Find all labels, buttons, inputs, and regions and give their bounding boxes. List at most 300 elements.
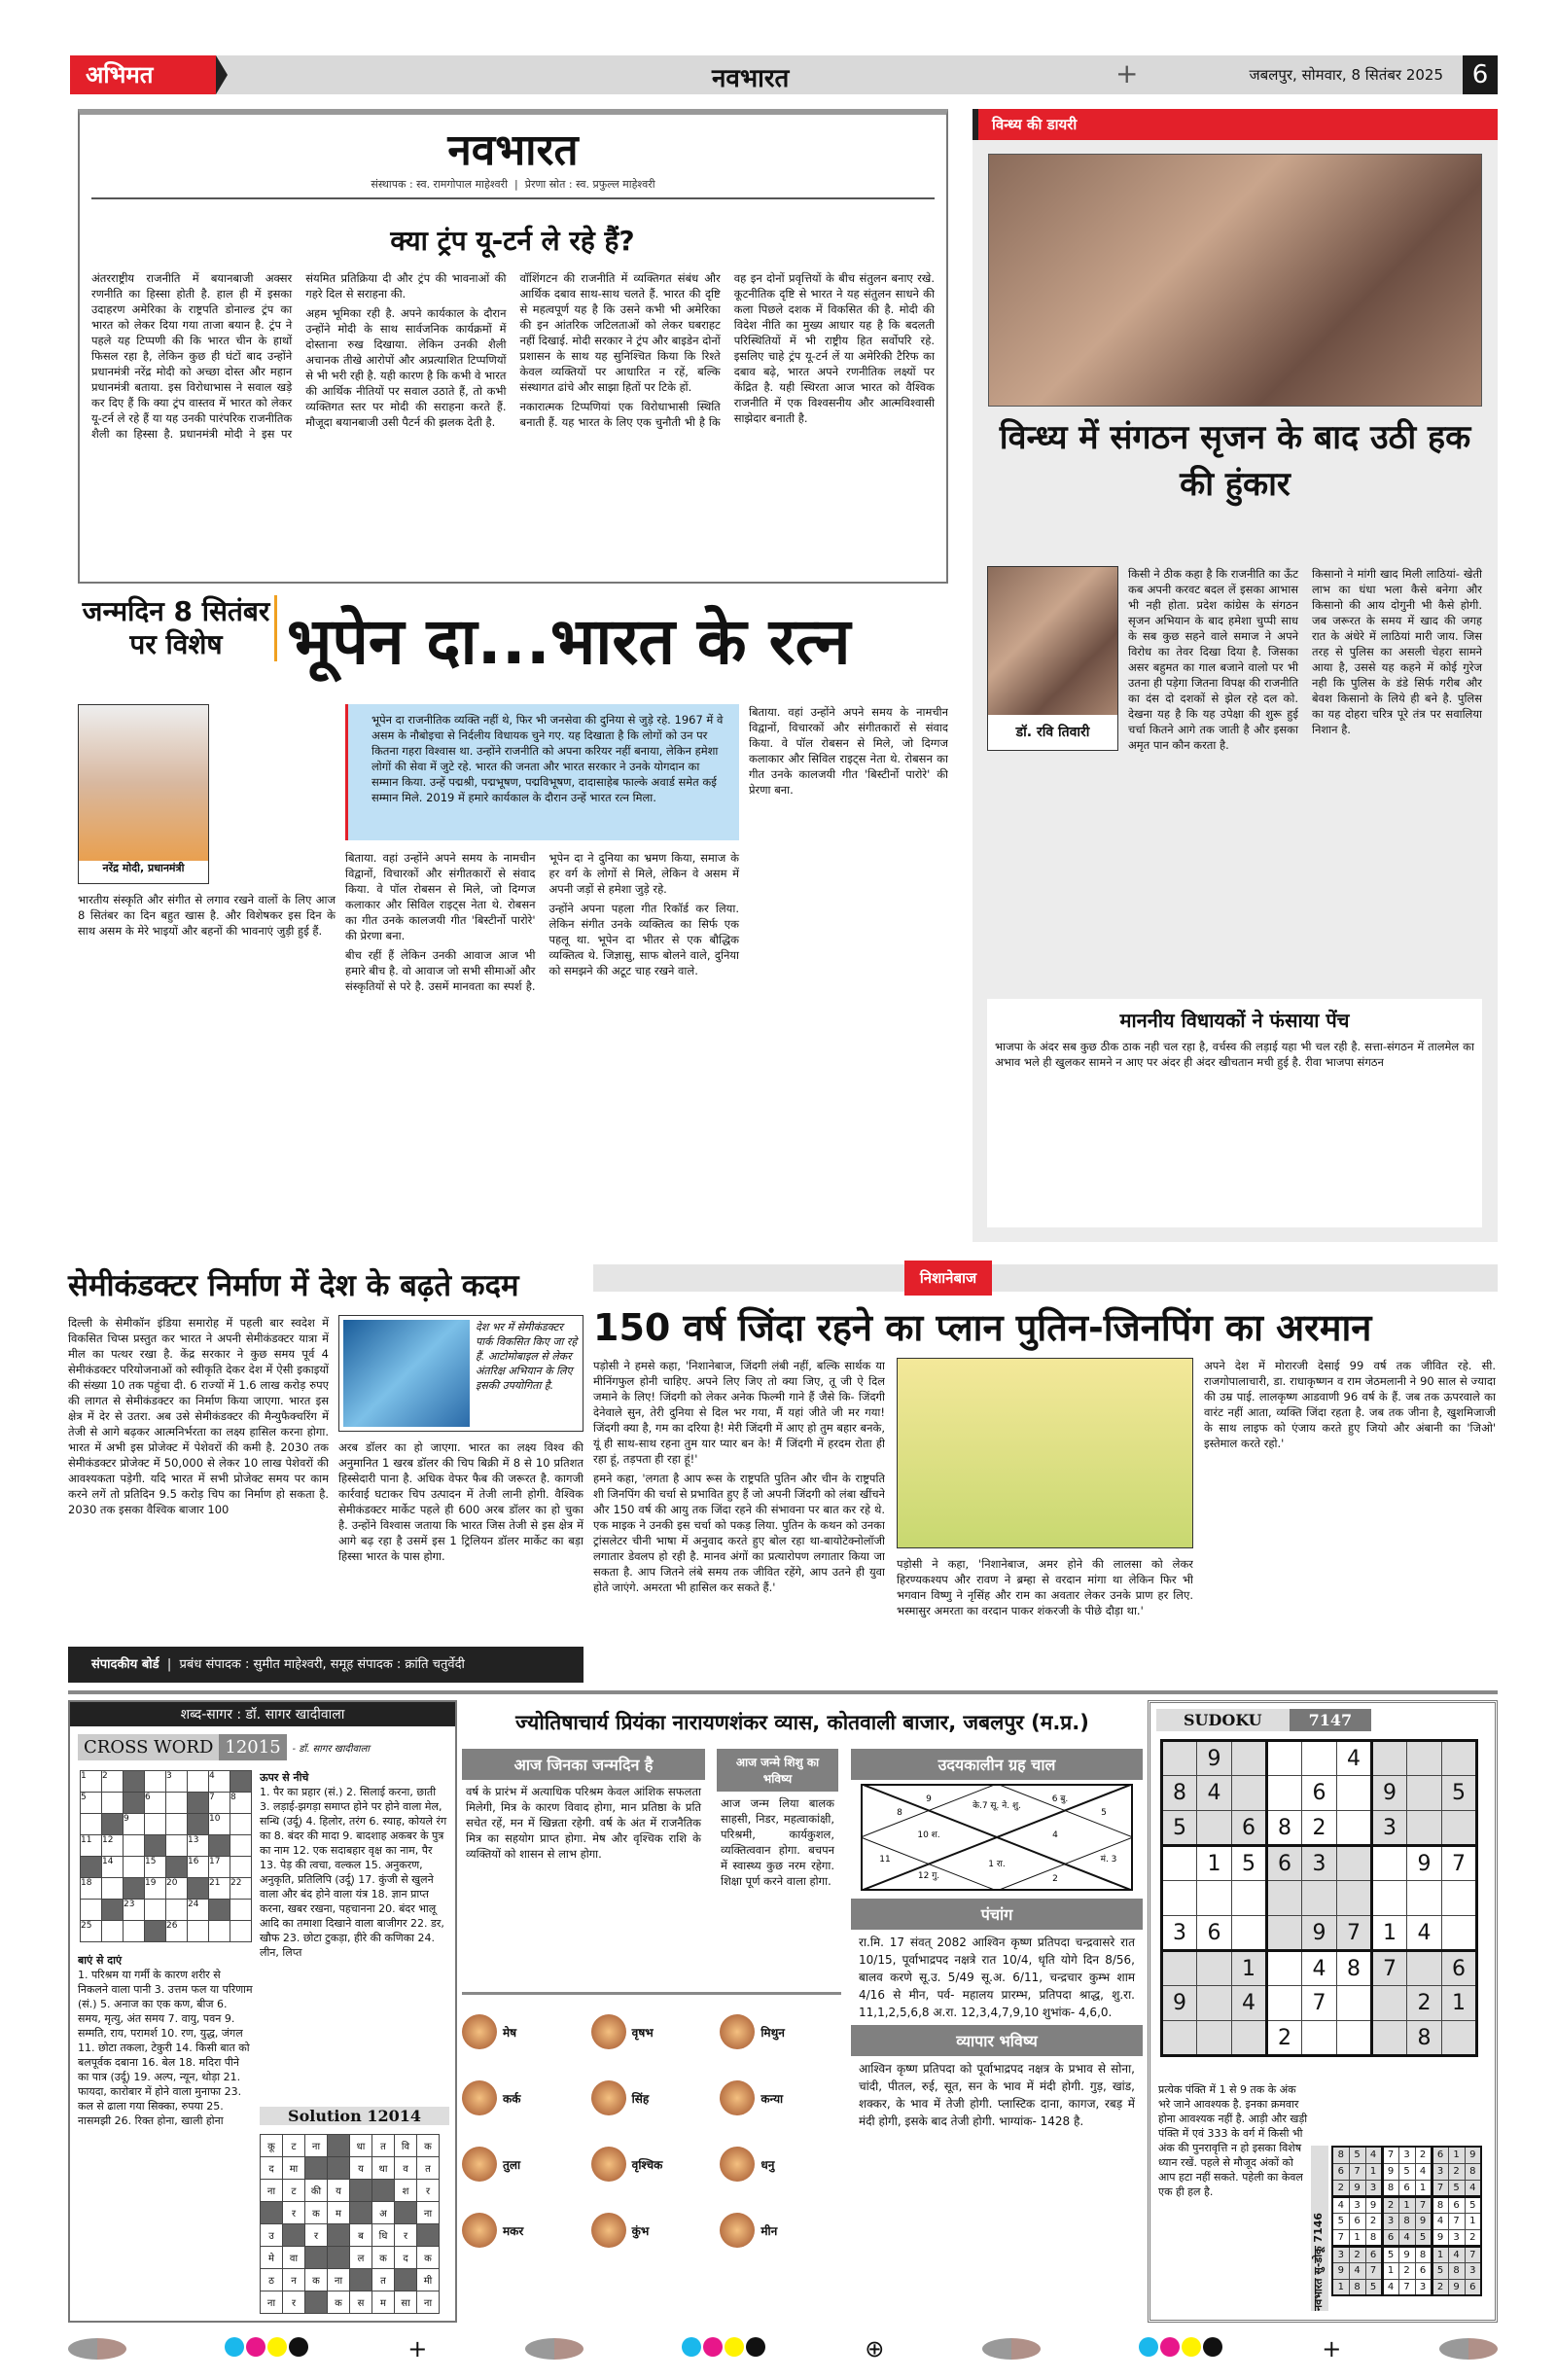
sudoku-cell[interactable]: 4 [1232,1986,1267,2021]
sudoku-cell[interactable]: 3 [1162,1916,1197,1951]
crossword-cell [166,1793,188,1814]
sudoku-cell[interactable]: 7 [1337,1916,1372,1951]
solution-cell: 9 [1415,2213,1432,2229]
astrology-title: ज्योतिषाचार्य प्रियंका नारायणशंकर व्यास, कोतवाली बाजार, जबलपुर (म.प्र.) [515,1711,1089,1734]
sudoku-cell[interactable] [1442,1811,1477,1846]
sudoku-cell[interactable]: 8 [1407,2021,1442,2056]
crossword-band: शब्द-सागर : डॉ. सागर खादीवाला [70,1702,455,1726]
sudoku-cell[interactable] [1267,1776,1302,1811]
birthday-forecast-title: आज जिनका जन्मदिन है [462,1749,705,1780]
crossword-cell [188,1814,209,1835]
quote-box [345,704,739,840]
crossword-cell: 15 [145,1857,166,1878]
crossword-cell [145,1771,166,1793]
crossword-cell: 17 [209,1857,230,1878]
solution-cell: 9 [1432,2229,1448,2246]
sudoku-cell[interactable]: 6 [1302,1776,1337,1811]
sudoku-cell[interactable]: 3 [1372,1811,1407,1846]
sudoku-cell[interactable]: 6 [1267,1846,1302,1881]
solution-cell: उ [261,2224,283,2247]
solution-cell: 4 [1415,2163,1432,2180]
solution-label: Solution [288,2107,362,2125]
modi-photo [78,704,209,884]
sudoku-cell[interactable] [1197,1811,1232,1846]
crossword-cell [230,1857,252,1878]
solution-cell: 1 [1332,2279,1349,2295]
sudoku-cell[interactable] [1337,1776,1372,1811]
bhupen-body [345,850,739,1220]
sudoku-cell[interactable]: 4 [1337,1741,1372,1776]
chip-photo [343,1320,470,1427]
sudoku-cell[interactable] [1372,1741,1407,1776]
sudoku-cell[interactable]: 1 [1197,1846,1232,1881]
sudoku-cell[interactable] [1267,1986,1302,2021]
masthead-credits: संस्थापक : स्व. रामगोपाल माहेश्वरी | प्रेरणा स्रोत : स्व. प्रफुल्ल माहेश्वरी [371,178,655,191]
sudoku-instructions: प्रत्येक पंक्ति में 1 से 9 तक के अंक भरे जाने आवश्यक है. इनका क्रमवार होना आवश्यक नहीं है. आड़ी और खड़ी पंक्ति में एवं 333 के वर्ग में किसी भी अंक की पुनरावृत्ति न हो इसका विशेष ध्यान रखें. पहले से मौजूद अंकों को आप हटा नहीं सकते. पहेली का केवल एक ही हल है. [1158,2083,1308,2198]
solution-cell: क [305,2269,328,2291]
sudoku-cell[interactable] [1442,1881,1477,1916]
nishanebaaz-paragraph: हमने कहा, 'लगता है आप रूस के राष्ट्रपति पुतिन और चीन के राष्ट्रपति शी जिनपिंग की चर्चा से प्रभावित हुए हैं जो अपनी जिंदगी को लंबा खींचने और 150 वर्ष की आयु तक जिंदा रहने की संभावना पर बात कर रहे थे. एक माइक ने उनकी इस चर्चा को पकड़ लिया. पुतिन के कथन को उनका ट्रांसलेटर चीनी भाषा में अनुवाद करते हुए बोल रहा था-बायोटेक्नोलॉजी लगातार डेवलप हो रही है. मानव अंगों का प्रत्यारोपण लगातार किया जा सकता है. आप जितने लंबे समय तक जीवित रहेंगे, आप उतने ही युवा होते जाएंगे. अमरता भी हासिल कर सकते हैं.' [593,1472,885,1594]
crossword-cell [102,1878,124,1900]
solution-cell: 7 [1432,2180,1448,2196]
solution-cell: 3 [1349,2196,1365,2213]
sudoku-cell[interactable] [1162,1846,1197,1881]
sudoku-cell[interactable]: 7 [1302,1986,1337,2021]
sudoku-cell[interactable] [1197,1986,1232,2021]
sudoku-cell[interactable] [1302,1881,1337,1916]
solution-cell [261,2202,283,2224]
cmyk-dots-icon [225,2337,310,2361]
vindhya-diary-tab: विन्ध्य की डायरी [972,109,1498,140]
sudoku-cell[interactable] [1337,1986,1372,2021]
sudoku-cell[interactable] [1162,1881,1197,1916]
solution-cell: 8 [1465,2163,1481,2180]
crossword-cell [188,1793,209,1814]
solution-cell: मा [283,2157,305,2180]
zodiac-sign [720,2069,841,2127]
sudoku-cell[interactable] [1197,2021,1232,2056]
author-name: डॉ. रवि तिवारी [1015,725,1090,740]
sudoku-cell[interactable]: 2 [1302,1811,1337,1846]
zodiac-list [462,1992,841,2259]
astrology-section [462,1700,1143,2323]
solution-cell: 8 [1332,2147,1349,2163]
crosshair-icon: + [407,2335,428,2362]
editorial-box [78,109,948,584]
sudoku-cell[interactable]: 6 [1197,1916,1232,1951]
board-label: संपादकीय बोर्ड [91,1657,159,1672]
crossword-cell [102,1921,124,1942]
sudoku-cell[interactable] [1407,1811,1442,1846]
chart-house-label: 11 [879,1855,891,1865]
vindhya-headline: विन्ध्य में संगठन सृजन के बाद उठी हक की हुंकार [999,418,1471,504]
crossword-cell [124,1921,145,1942]
solution-cell: 6 [1465,2279,1481,2295]
article-paragraph: किसी ने ठीक कहा है कि राजनीति का ऊँट कब अपनी करवट बदल लें इसका आभास भी नही होता. प्रदेश कांग्रेस के संगठन सृजन अभियान के बाद हमेशा चुप्पी साध के सब कुछ सहने वाले समाज ने अपने विरोध का तेवर दिखा दिया है. जिसका असर बहुमत का गाल बजाने वालो पर भी उतना ही पड़ेगा जितना विपक्ष की राजनीति का दंस दो दशकों से झेल रहे दल को. देखना यह है कि यह उपेक्षा की शुरू हुई चर्चा कितने आगे तक जाती है और इसका अमृत पान कौन करता है. [1128,567,1298,752]
nishanebaaz-headline: 150 वर्ष जिंदा रहने का प्लान पुतिन-जिनपिंग का अरमान [593,1306,1372,1349]
solution-cell: 9 [1349,2180,1365,2196]
crossword-cell [209,1921,230,1942]
sudoku-cell[interactable] [1372,2021,1407,2056]
down-title: ऊपर से नीचे [260,1771,309,1784]
sudoku-cell[interactable]: 8 [1337,1951,1372,1986]
registration-oval-icon [982,2338,1041,2360]
photo-caption: नरेंद्र मोदी, प्रधानमंत्री [102,862,185,874]
crossword-cell: 11 [81,1835,102,1857]
solution-cell [328,2224,350,2247]
sudoku-cell[interactable]: 9 [1162,1986,1197,2021]
zodiac-sign [591,2135,713,2193]
solution-cell: 6 [1332,2163,1349,2180]
crossword-cell [166,1814,188,1835]
crossword-grid [80,1770,252,1942]
article-paragraph: अहम भूमिका रही है. अपने कार्यकाल के दौरान उन्होंने मोदी के साथ सार्वजनिक कार्यक्रमों में दोस्ताना रुख दिखाया. लेकिन उनकी शैली अचानक तीखे आरोपों और अप्रत्याशित टिप्पणियों से भी भरी रही है. यही कारण है कि कभी वे भारत की आर्थिक नीतियों पर सवाल उठाते हैं, तो कभी व्यक्तिगत स्तर पर मोदी की सराहना करते हैं. मौजूदा बयानबाजी उसी पैटर्न की झलक देती है. [305,306,507,429]
solution-cell: र [283,2291,305,2314]
horoscope-chart [861,1784,1133,1891]
nishanebaaz-bar [593,1264,1498,1292]
zodiac-name: कुंभ [631,2223,650,2238]
sudoku-cell[interactable] [1442,1916,1477,1951]
sudoku-cell[interactable]: 1 [1442,1986,1477,2021]
sudoku-grid [1160,1739,1478,2057]
trade-title: व्यापार भविष्य [851,2025,1143,2056]
solution-cell: 5 [1398,2163,1415,2180]
solution-cell: 4 [1448,2246,1465,2262]
sudoku-cell[interactable]: 5 [1162,1811,1197,1846]
sudoku-cell[interactable] [1337,1881,1372,1916]
crossword-cell [188,1921,209,1942]
solution-cell: 4 [1332,2196,1349,2213]
down-clues-text: 1. पैर का प्रहार (सं.) 2. सिलाई करना, छाती 3. लड़ाई-झगड़ा समाप्त होने पर होने वाला मेल, सन्धि (उर्दू) 4. हिलोर, तरंग 6. स्याह, कोयले रंग का 8. बंदर की मादा 9. बादशाह अकबर के पुत्र का नाम 12. एक सदाबहार वृक्ष का नाम, पैर 13. पेड़ की त्वचा, वल्कल 15. अनुकरण, अनुकृति, प्रतिलिपि (उर्दू) 17. कुंजी से खुलने वाला और बंद होने वाला यंत्र 18. ज्ञान प्राप्त करना, खबर रखना, पहचानना 20. बंदर भालू आदि का तमाशा दिखाने वाला बाजीगर 22. डर, खौफ 23. छोटा टुकड़ा, हीरे की कणिका 24. लीन, लिप्त [260,1786,447,1959]
crossword-cell: 10 [209,1814,230,1835]
sudoku-cell[interactable] [1407,1881,1442,1916]
sudoku-cell[interactable] [1232,1916,1267,1951]
crossword-cell [124,1857,145,1878]
sudoku-cell[interactable] [1232,1881,1267,1916]
solution-cell: र [283,2202,305,2224]
crossword-cell: 2 [102,1771,124,1793]
chart-house-label: 8 [897,1808,902,1818]
section-divider [68,1690,1498,1694]
editorial-body [91,270,935,572]
chip-image-box [338,1315,584,1432]
sudoku-cell[interactable]: 3 [1302,1846,1337,1881]
solution-cell: ट [283,2135,305,2157]
sudoku-cell[interactable] [1162,1741,1197,1776]
sudoku-cell[interactable] [1197,1951,1232,1986]
solution-cell: मी [417,2269,440,2291]
sudoku-cell[interactable] [1442,2021,1477,2056]
sudoku-cell[interactable] [1372,1986,1407,2021]
chart-house-label: के.7 सू. ने. शु. [972,1801,1021,1811]
solution-cell: 5 [1365,2279,1382,2295]
chart-house-label: 9 [926,1794,932,1804]
sudoku-cell[interactable] [1267,1916,1302,1951]
solution-cell [328,2135,350,2157]
crossword-cell [145,1835,166,1857]
sudoku-cell[interactable] [1337,1846,1372,1881]
crossword-cell [102,1900,124,1921]
semiconductor-headline: सेमीकंडक्टर निर्माण में देश के बढ़ते कदम [68,1268,519,1303]
solution-cell: 5 [1448,2180,1465,2196]
solution-cell: व [395,2157,417,2180]
crossword-cell: 19 [145,1878,166,1900]
masthead-logo: नवभारत [447,125,579,175]
sudoku-cell[interactable]: 9 [1197,1741,1232,1776]
crossword-cell [188,1771,209,1793]
trade-text: आश्विन कृष्ण प्रतिपदा को पूर्वाभाद्रपद नक्षत्र के प्रभाव से सोना, चांदी, पीतल, रुई, सूत, सन के भाव में मंदी होगी. गुड़, खांड, शक्कर, के भाव में तेजी होगी. प्लास्टिक दाना, कागज, रबड़ में मंदी होगी, इसके बाद तेजी होगी. भाग्यांक- 1428 है. [859,2062,1135,2128]
crossword-cell: 8 [230,1793,252,1814]
zodiac-icon [720,2080,755,2115]
solution-cell: 8 [1415,2246,1432,2262]
solution-cell: य [350,2157,372,2180]
solution-cell: 3 [1382,2213,1398,2229]
solution-cell: 7 [1465,2246,1481,2262]
solution-cell: 2 [1415,2147,1432,2163]
sudoku-cell[interactable]: 4 [1407,1916,1442,1951]
zodiac-name: वृश्चिक [631,2157,663,2172]
solution-cell: 1 [1465,2213,1481,2229]
print-registration-marks [68,2334,1498,2363]
panchang-text: रा.मि. 17 संवत् 2082 आश्विन कृष्ण प्रतिपदा चन्द्रवासरे रात 10/15, पूर्वाभाद्रपद नक्षत्रे रात 10/4, धृति योगे दिन 8/56, बालव करणे सू.उ. 5/49 सू.अ. 6/11, चन्द्रचार कुम्भ शाम 4/16 से मीन, पर्व- महालय प्रारम्भ, प्रतिपदा श्राद्ध, शु.रा. 11,1,2,5,6,8 अ.रा. 12,3,4,7,9,10 शुभांक- 4,6,0. [859,1936,1135,2019]
solution-cell: म [328,2202,350,2224]
zodiac-icon [591,2213,626,2248]
sudoku-cell[interactable]: 8 [1267,1811,1302,1846]
semiconductor-paragraph: अरब डॉलर का हो जाएगा. भारत का लक्ष्य विश्व की अनुमानित 1 खरब डॉलर की चिप बिक्री में 8 से 10 प्रतिशत हिस्सेदारी पाना है. अधिक वेफर फैब की जरूरत है. कागजी कार्रवाई घटाकर चिप उत्पादन में तेजी लानी होगी. वैश्विक सेमीकंडक्टर मार्केट पहले ही 600 अरब डॉलर का हो चुका है. उन्होंने विश्वास जताया कि भारत जिस तेजी से इस क्षेत्र में आगे बढ़ रहा है उसमें इस 1 ट्रिलियन डॉलर मार्केट का बड़ा हिस्सा भारत के पास होगा. [338,1440,584,1563]
sudoku-cell[interactable] [1442,1741,1477,1776]
solution-cell: द [395,2247,417,2269]
solution-cell: 7 [1398,2279,1415,2295]
mla-headline: माननीय विधायकों ने फंसाया पेंच [1119,1009,1350,1032]
solution-cell: 9 [1398,2246,1415,2262]
crossword-cell: 1 [81,1771,102,1793]
registration-oval-icon [525,2338,584,2360]
solution-cell: 5 [1415,2229,1432,2246]
solution-cell: 7 [1332,2229,1349,2246]
sudoku-cell[interactable]: 5 [1232,1846,1267,1881]
nishanebaaz-paragraph: पड़ोसी ने हमसे कहा, 'निशानेबाज, जिंदगी लंबी नहीं, बल्कि सार्थक या मीनिंगफुल होनी चाहिए. अपने लिए जिए तो क्या जिए, तू जी ऐ दिल जमाने के लिए! जिंदगी को लेकर अनेक फिल्मी गाने हैं जैसे कि- जिंदगी देनेवाले सुन, तेरी दुनिया से दिल भर गया, मैं यहां जीते जी मर गया! जिंदगी क्या है, गम का दरिया है! मेरी जिंदगी में आए हो तुम बहार बनके, यूं ही साथ-साथ रहना तुम यार प्यार बन के! मैं जिंदगी में हरदम रोता ही रहा हूं, तड़पता ही रहा हूं!' [593,1359,885,1466]
sudoku-cell[interactable] [1372,1881,1407,1916]
zodiac-name: कर्क [503,2091,521,2106]
solution-number: 12014 [367,2107,421,2125]
sudoku-cell[interactable] [1232,1741,1267,1776]
solution-cell: 4 [1382,2279,1398,2295]
sudoku-cell[interactable]: 9 [1407,1846,1442,1881]
solution-cell: 2 [1332,2180,1349,2196]
zodiac-icon [720,2213,755,2248]
article-paragraph: किसानो ने मांगी खाद मिली लाठियां- खेती लाभ का धंधा भला कैसे बनेगा और किसानो की आय दोगुनी भी कैसे होगी. जब जरूरत के समय में खाद की जगह रात के अंधेरे में लाठियां मारी जाय. जिस तरह से पुलिस का असली चेहरा सामने आया है, उससे यह कहने में कोई गुरेज नही कि पुलिस के डंडे सिर्फ गरीब और बेवश किसानो के लिये ही बने है. पुलिस का यह दोहरा चरित्र पूरे तंत्र पर सवालिया निशान है. [1312,567,1482,736]
crossword-cell [166,1857,188,1878]
sudoku-cell[interactable] [1267,1881,1302,1916]
putin-jinping-cartoon [897,1358,1193,1548]
child-forecast-text: आज जन्म लिया बालक साहसी, निडर, महत्वाकांक्षी, परिश्रमी, कार्यकुशल, व्यक्तित्ववान होगा. बचपन में स्वास्थ्य कुछ नरम रहेगा. शिक्षा पूर्ण करने वाला होगा. [721,1796,834,1888]
crossword-cell [166,1835,188,1857]
sudoku-cell[interactable]: 2 [1267,2021,1302,2056]
solution-cell: र [305,2224,328,2247]
solution-cell [395,2269,417,2291]
editorial-board-bar: संपादकीय बोर्ड | प्रबंध संपादक : सुमीत माहेश्वरी, समूह संपादक : क्रांति चतुर्वेदी [68,1647,584,1683]
crossword-byline: - डॉ. सागर खादीवाला [292,1743,370,1755]
article-paragraph: बिताया. वहां उन्होंने अपने समय के नामचीन विद्वानों, विचारकों और संगीतकारों से संवाद किया. वे पॉल रोबसन से मिले, जो दिग्गज कलाकार और सिविल राइट्स नेता थे. रोबसन का गीत उनके कालजयी गीत 'बिस्टीर्नो पारोरे' की प्रेरणा बना. [345,851,536,942]
solution-cell: 4 [1465,2180,1481,2196]
sudoku-cell[interactable] [1407,1951,1442,1986]
solution-cell: 8 [1432,2196,1448,2213]
across-clues [78,1953,253,2313]
solution-cell: 5 [1382,2246,1398,2262]
sudoku-cell[interactable] [1197,1881,1232,1916]
zodiac-name: तुला [503,2157,521,2172]
chart-house-label: 2 [1052,1874,1058,1884]
sudoku-cell[interactable]: 2 [1407,1986,1442,2021]
mla-box [987,999,1482,1227]
crossword-cell: 3 [166,1771,188,1793]
solution-title [260,2107,449,2125]
sudoku-cell[interactable]: 7 [1442,1846,1477,1881]
solution-cell: श [395,2180,417,2202]
solution-cell: 9 [1448,2279,1465,2295]
solution-cell: 9 [1382,2163,1398,2180]
nishanebaaz-paragraph: अपने देश में मोरारजी देसाई 99 वर्ष तक जीवित रहे. सी. राजगोपालाचारी, डा. राधाकृष्णन व राम जेठमलानी ने 90 साल से ज्यादा की उम्र पाई. लालकृष्ण आडवाणी 96 वर्ष के हैं. जब तक ऊपरवाले का वारंट नहीं आता, व्यक्ति जिंदा रहता है. जब तक जीना है, खुशमिजाजी के साथ लाइफ को एंजाय करते हुए जियो और अंबानी का 'जिओ' इस्तेमाल करते रहो.' [1204,1359,1496,1450]
zodiac-name: वृषभ [631,2025,654,2040]
solution-cell: 7 [1349,2163,1365,2180]
solution-cell: 1 [1415,2180,1432,2196]
registration-oval-icon [1439,2338,1498,2360]
solution-cell [305,2247,328,2269]
sudoku-cell[interactable]: 9 [1302,1916,1337,1951]
crossword-cell: 12 [102,1835,124,1857]
sudoku-cell[interactable] [1337,2021,1372,2056]
solution-cell: वि [395,2135,417,2157]
bhupen-paragraph: बिताया. वहां उन्होंने अपने समय के नामचीन विद्वानों, विचारकों और संगीतकारों से संवाद किया. वे पॉल रोबसन से मिले, जो दिग्गज कलाकार और सिविल राइट्स नेता थे. रोबसन का गीत उनके कालजयी गीत 'बिस्टीर्नो पारोरे' की प्रेरणा बना. [749,705,948,797]
solution-cell: क [372,2247,395,2269]
solution-cell: वा [283,2247,305,2269]
sudoku-cell[interactable]: 8 [1162,1776,1197,1811]
solution-cell: 3 [1448,2229,1465,2246]
crossword-cell: 23 [124,1900,145,1921]
nishanebaaz-article [593,1264,1498,1685]
solution-cell: 6 [1415,2262,1432,2279]
sudoku-cell[interactable]: 4 [1197,1776,1232,1811]
sudoku-cell[interactable]: 7 [1372,1951,1407,1986]
panchang-title: पंचांग [851,1899,1143,1930]
inspiration-credit: प्रेरणा स्रोत : स्व. प्रफुल्ल माहेश्वरी [524,178,655,191]
sudoku-cell[interactable]: 1 [1232,1951,1267,1986]
sudoku-cell[interactable] [1302,1741,1337,1776]
sudoku-cell[interactable]: 4 [1302,1951,1337,1986]
nishanebaaz-tab: निशानेबाज [904,1261,992,1296]
sudoku-cell[interactable]: 6 [1232,1811,1267,1846]
sudoku-cell[interactable] [1162,2021,1197,2056]
solution-cell: 5 [1349,2147,1365,2163]
edition-date: जबलपुर, सोमवार, 8 सितंबर 2025 [1249,66,1443,84]
solution-cell: 9 [1465,2147,1481,2163]
sudoku-cell[interactable]: 6 [1442,1951,1477,1986]
solution-cell: 3 [1432,2163,1448,2180]
solution-cell: ल [350,2247,372,2269]
solution-cell: 9 [1332,2262,1349,2279]
sudoku-cell[interactable] [1232,2021,1267,2056]
crossword-cell [124,1878,145,1900]
sudoku-cell[interactable]: 9 [1372,1776,1407,1811]
founder-credit: संस्थापक : स्व. रामगोपाल माहेश्वरी [371,178,508,191]
article-paragraph: उन्होंने अपना पहला गीत रिकॉर्ड कर लिया. लेकिन संगीत उनके व्यक्तित्व का सिर्फ एक पहलू था. भूपेन दा भीतर से एक बौद्धिक व्यक्तित्व थे. जिज्ञासु, साफ बोलने वाले, दुनिया को समझने की अटूट चाह रखने वाले. [548,902,739,977]
solution-cell: 7 [1415,2196,1432,2213]
crossword-cell [124,1835,145,1857]
sudoku-cell[interactable] [1302,2021,1337,2056]
page-number: 6 [1463,55,1498,94]
solution-cell: अ [372,2202,395,2224]
zodiac-icon [462,2213,497,2248]
zodiac-name: सिंह [631,2091,650,2106]
registration-oval-icon [68,2338,126,2360]
solution-cell: 4 [1365,2147,1382,2163]
solution-cell: 2 [1398,2262,1415,2279]
crossword-cell [145,1900,166,1921]
mla-text: भाजपा के अंदर सब कुछ ठीक ठाक नही चल रहा है, वर्चस्व की लड़ाई यहा भी चल रही है. सत्ता-संगठन में तालमेल का अभाव भले ही खुलकर सामने न आए पर अंदर ही अंदर खीचतान मची हुई है. रीवा भाजपा संगठन [995,1040,1474,1069]
crossword-cell [81,1814,102,1835]
solution-cell: 1 [1448,2147,1465,2163]
solution-cell: 1 [1432,2246,1448,2262]
crossword-cell [188,1878,209,1900]
solution-cell: क [417,2247,440,2269]
zodiac-icon [462,2014,497,2049]
sudoku-solution-label: नवभारत सु-डोकू 7146 [1311,2146,1328,2311]
solution-cell: 4 [1349,2262,1365,2279]
solution-cell: 3 [1415,2279,1432,2295]
sudoku-cell[interactable] [1267,1951,1302,1986]
solution-cell: 6 [1349,2213,1365,2229]
zodiac-sign [720,2135,841,2193]
sudoku-cell[interactable]: 1 [1372,1916,1407,1951]
sudoku-cell[interactable] [1162,1951,1197,1986]
solution-cell [328,2157,350,2180]
solution-cell: ट [283,2180,305,2202]
solution-cell: 7 [1382,2147,1398,2163]
solution-cell: 3 [1398,2147,1415,2163]
sudoku-cell[interactable] [1372,1846,1407,1881]
sudoku-cell[interactable] [1267,1741,1302,1776]
crossword-cell [230,1900,252,1921]
article-paragraph: बीच रहीं हैं लेकिन उनकी आवाज आज भी हमारे बीच है. वो आवाज जो सभी सीमाओं और संस्कृतियों से परे है. उसमें मानवता का स्पर्श है. भूपेन दा ने दुनिया का भ्रमण किया, समाज के हर वर्ग के लोगों से मिले, लेकिन वे असम में अपनी जड़ों से हमेशा जुड़े रहे. [345,851,739,993]
zodiac-sign [462,2069,584,2127]
zodiac-name: धनु [760,2157,775,2172]
solution-cell: 7 [1365,2262,1382,2279]
section-label: अभिमत [70,55,216,94]
sudoku-cell[interactable] [1232,1776,1267,1811]
solution-cell: 9 [1365,2196,1382,2213]
crossword-cell [102,1793,124,1814]
solution-cell: धि [372,2224,395,2247]
registration-mark-icon: + [1115,57,1139,89]
crossword-section [68,1700,457,2323]
zodiac-icon [462,2147,497,2182]
solution-cell: कू [261,2135,283,2157]
sudoku-cell[interactable] [1407,1741,1442,1776]
solution-cell: 5 [1465,2196,1481,2213]
solution-cell: 8 [1398,2213,1415,2229]
zodiac-sign [720,2003,841,2061]
zodiac-name: मीन [760,2223,778,2238]
sudoku-cell[interactable] [1407,1776,1442,1811]
crossword-cell: 13 [188,1835,209,1857]
sudoku-cell[interactable]: 5 [1442,1776,1477,1811]
crossword-cell [102,1814,124,1835]
sudoku-cell[interactable] [1337,1811,1372,1846]
solution-cell: र [395,2224,417,2247]
solution-cell: 8 [1448,2262,1465,2279]
cmyk-dots-icon [682,2337,767,2361]
solution-cell: 1 [1382,2262,1398,2279]
